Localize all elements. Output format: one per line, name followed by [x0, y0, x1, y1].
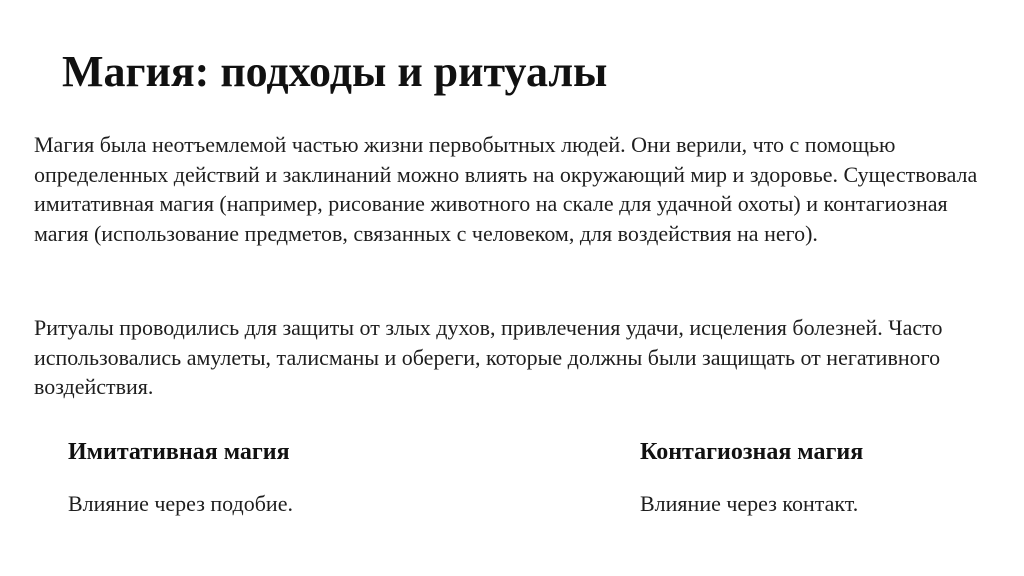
- intro-paragraph: Магия была неотъемлемой частью жизни первобытных людей. Они верили, что с помощью определенных действий и заклинаний можно влиять на окружающий мир и здоровье. Существовала имитативная магия (например, рисование животного на скале для удачной охоты) и контагиозная магия (использование предметов, связанных с человеком, для воздействия на него).: [34, 132, 978, 246]
- rituals-paragraph: Ритуалы проводились для защиты от злых духов, привлечения удачи, исцеления болезней. Часто использовались амулеты, талисманы и обереги, которые должны были защищать от негативного воздействия.: [34, 315, 943, 399]
- contagious-magic-column: [640, 436, 863, 519]
- slide-title: Магия: подходы и ритуалы: [62, 47, 608, 96]
- imitative-magic-heading: Имитативная магия: [68, 439, 290, 465]
- imitative-magic-column: [68, 436, 293, 519]
- imitative-magic-text: Влияние через подобие.: [68, 491, 293, 516]
- contagious-magic-heading: Контагиозная магия: [640, 439, 864, 465]
- contagious-magic-text: Влияние через контакт.: [640, 491, 859, 516]
